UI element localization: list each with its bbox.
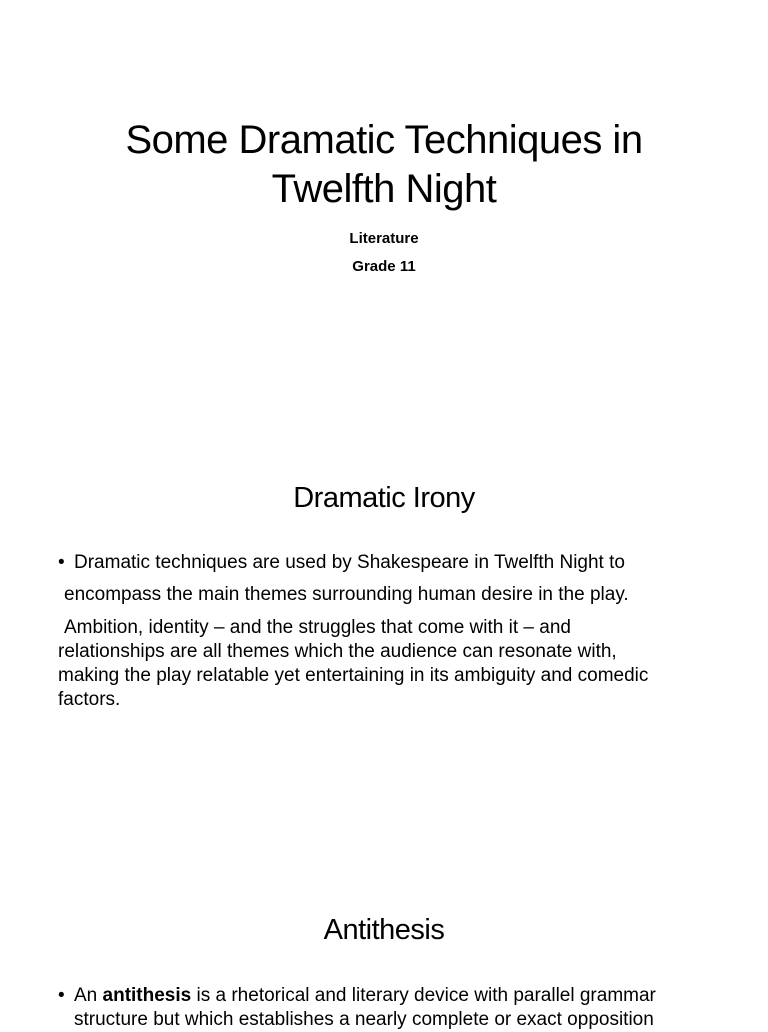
- body-line-6: factors.: [58, 689, 121, 710]
- body-line-4: relationships are all themes which the audience can resonate with,: [58, 641, 617, 662]
- title-line-1: Some Dramatic Techniques in: [125, 118, 643, 162]
- antithesis-heading: Antithesis: [323, 914, 445, 946]
- bullet-icon: •: [58, 985, 65, 1006]
- dramatic-irony-heading: Dramatic Irony: [293, 482, 475, 514]
- title-line-2: Twelfth Night: [271, 167, 497, 211]
- body-line-5: making the play relatable yet entertaining in its ambiguity and comedic: [58, 665, 649, 686]
- antithesis-line-1-rest: is a rhetorical and literary device with parallel grammar: [191, 985, 656, 1006]
- subject-label: Literature: [349, 230, 419, 247]
- body-line-2: encompass the main themes surrounding human desire in the play.: [64, 584, 629, 605]
- bullet-icon: •: [58, 552, 65, 573]
- antithesis-term: antithesis: [102, 985, 192, 1006]
- grade-label: Grade 11: [352, 258, 416, 275]
- antithesis-bullet: [58, 984, 656, 1008]
- body-line-3: Ambition, identity – and the struggles that come with it – and: [64, 617, 571, 638]
- antithesis-line-2: structure but which establishes a nearly complete or exact opposition: [74, 1009, 654, 1030]
- antithesis-prefix: An: [74, 985, 103, 1006]
- body-line-1: Dramatic techniques are used by Shakespeare in Twelfth Night to: [74, 552, 625, 573]
